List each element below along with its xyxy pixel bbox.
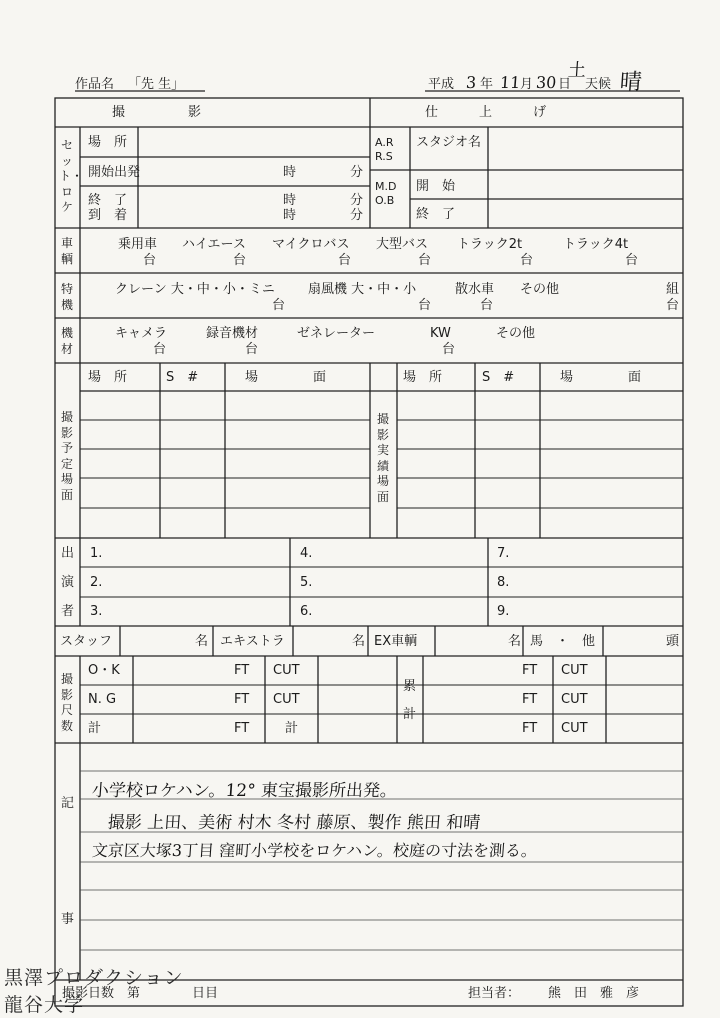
extras-unit: 名 — [352, 634, 366, 649]
crane-item: クレーン 大・中・小・ミニ — [115, 282, 275, 297]
ft-label-4: FT — [522, 663, 538, 678]
cut-label-6: CUT — [561, 721, 588, 736]
vehicle-truck4t: トラック4t — [563, 237, 629, 252]
camera-item: キャメラ — [115, 326, 168, 341]
vehicle-unit-4: 台 — [418, 253, 432, 268]
cut-total-label: 計 — [285, 721, 299, 736]
hour-label-2: 時 — [283, 193, 297, 208]
equipment-label: 機材 — [60, 326, 73, 356]
special-unit-4: 台 — [666, 298, 680, 313]
special-unit-1: 台 — [272, 298, 286, 313]
form-frame — [55, 98, 683, 1006]
cast-label-3: 者 — [61, 604, 75, 619]
section-finishing: 仕 上 げ — [425, 105, 561, 120]
studio-name-label: スタジオ名 — [416, 135, 482, 150]
section-shooting: 撮 影 — [112, 105, 208, 120]
person-in-charge-name: 熊 田 雅 彦 — [548, 986, 640, 1001]
vehicles-label: 車輌 — [60, 236, 73, 266]
post-end-label: 終 了 — [416, 207, 456, 222]
special-other-item: その他 — [520, 282, 560, 297]
note-line-3: 文京区大塚3丁目 窪町小学校をロケハン。校庭の寸法を測る。 — [91, 841, 538, 860]
cumulative-label-2: 計 — [403, 707, 417, 722]
cut-label-4: CUT — [561, 663, 588, 678]
note-line-2: 撮影 上田、美術 村木 冬村 藤原、製作 熊田 和晴 — [107, 813, 481, 833]
notes-label-2: 事 — [61, 912, 75, 927]
era-label: 平成 — [428, 77, 455, 92]
cast-slot-4: 4. — [300, 546, 313, 561]
cast-slot-1: 1. — [90, 546, 103, 561]
vehicle-unit-2: 台 — [233, 253, 247, 268]
cast-slot-8: 8. — [497, 575, 510, 590]
set-unit: 組 — [666, 282, 680, 297]
ft-label-3: FT — [234, 721, 250, 736]
staff-label: スタッフ — [60, 634, 113, 649]
equipment-unit-1: 台 — [153, 342, 167, 357]
start-departure-label: 開始出発 — [88, 165, 141, 180]
special-unit-3: 台 — [480, 298, 494, 313]
ex-vehicle-unit: 名 — [508, 634, 522, 649]
md-ob-label: M.D O.B — [375, 180, 397, 208]
person-in-charge-label: 担当者： — [468, 986, 521, 1001]
vehicle-unit-5: 台 — [520, 253, 534, 268]
footage-ok-label: O・K — [88, 663, 120, 678]
minute-label-2: 分 — [350, 193, 364, 208]
actual-col-place: 場 所 — [403, 370, 443, 385]
special-unit-2: 台 — [418, 298, 432, 313]
vehicle-hiace: ハイエース — [182, 237, 246, 252]
vehicle-bus: 大型バス — [376, 237, 429, 252]
shoot-days-label: 撮影日数 第 日目 — [62, 986, 219, 1001]
watermark-line-2: 龍谷大学 — [4, 994, 85, 1016]
minute-label-3: 分 — [350, 208, 364, 223]
actual-scenes-label: 撮影実績場面 — [376, 412, 389, 504]
year-unit: 年 — [480, 77, 494, 92]
notes-label-1: 記 — [61, 796, 75, 811]
actual-col-scene: 場 面 — [560, 370, 646, 385]
weather-label: 天候 — [585, 77, 612, 92]
cut-label-1: CUT — [273, 663, 300, 678]
planned-col-place: 場 所 — [88, 370, 128, 385]
cast-slot-7: 7. — [497, 546, 510, 561]
equipment-unit-3: 台 — [442, 342, 456, 357]
ft-label-1: FT — [234, 663, 250, 678]
ex-vehicle-label: EX車輌 — [374, 634, 418, 649]
day-value: 30 — [535, 73, 558, 92]
vehicle-unit-6: 台 — [625, 253, 639, 268]
set-location-label: セット・ロケ — [59, 138, 84, 215]
cast-slot-3: 3. — [90, 604, 103, 619]
cut-label-5: CUT — [561, 692, 588, 707]
kw-item: KW — [430, 326, 451, 341]
year-value: 3 — [465, 73, 477, 92]
actual-col-scene-no: S # — [482, 370, 515, 385]
ft-label-5: FT — [522, 692, 538, 707]
hour-label-3: 時 — [283, 208, 297, 223]
end-label: 終 了 — [88, 193, 128, 208]
ft-label-6: FT — [522, 721, 538, 736]
vehicle-unit-1: 台 — [143, 253, 157, 268]
planned-col-scene: 場 面 — [245, 370, 331, 385]
month-unit: 月 — [520, 77, 534, 92]
cut-label-2: CUT — [273, 692, 300, 707]
post-start-label: 開 始 — [416, 179, 456, 194]
ar-rs-label: A.R R.S — [375, 136, 394, 164]
weekday-hand: 土 — [567, 60, 587, 81]
head-unit: 頭 — [666, 634, 680, 649]
footage-ng-label: N. G — [88, 692, 117, 707]
extras-label: エキストラ — [220, 634, 285, 649]
sound-item: 録音機材 — [206, 326, 259, 341]
cast-slot-2: 2. — [90, 575, 103, 590]
footage-label: 撮影尺数 — [60, 672, 73, 733]
vehicle-microbus: マイクロバス — [272, 237, 350, 252]
fan-item: 扇風機 大・中・小 — [308, 282, 417, 297]
note-line-1: 小学校ロケハン。12° 東宝撮影所出発。 — [91, 781, 398, 801]
cast-slot-9: 9. — [497, 604, 510, 619]
month-value: 11 — [499, 73, 522, 92]
ft-label-2: FT — [234, 692, 250, 707]
planned-col-scene-no: S # — [166, 370, 199, 385]
weather-hand: 晴 — [618, 70, 643, 95]
equipment-other-item: その他 — [496, 326, 536, 341]
hour-label-1: 時 — [283, 165, 297, 180]
watermark-line-1: 黒澤プロダクション — [4, 967, 184, 989]
cast-label-2: 演 — [61, 575, 75, 590]
vehicle-unit-3: 台 — [338, 253, 352, 268]
day-unit: 日 — [558, 77, 572, 92]
vehicle-truck2t: トラック2t — [457, 237, 523, 252]
special-equipment-label: 特機 — [60, 282, 73, 312]
footage-total-label: 計 — [88, 721, 102, 736]
staff-unit: 名 — [195, 634, 209, 649]
cast-slot-5: 5. — [300, 575, 313, 590]
cumulative-label-1: 累 — [403, 679, 417, 694]
title-label: 作品名 — [75, 77, 115, 92]
place-label: 場 所 — [88, 135, 128, 150]
cast-label-1: 出 — [61, 546, 75, 561]
generator-item: ゼネレーター — [297, 326, 376, 341]
horse-etc-label: 馬 ・ 他 — [530, 634, 596, 649]
minute-label-1: 分 — [350, 165, 364, 180]
cast-slot-6: 6. — [300, 604, 313, 619]
arrival-label: 到 着 — [88, 208, 128, 223]
vehicle-sedan: 乗用車 — [118, 237, 158, 252]
equipment-unit-2: 台 — [245, 342, 259, 357]
title-value: 「先 生」 — [128, 77, 185, 92]
planned-scenes-label: 撮影予定場面 — [60, 410, 73, 502]
water-truck-item: 散水車 — [455, 282, 495, 297]
